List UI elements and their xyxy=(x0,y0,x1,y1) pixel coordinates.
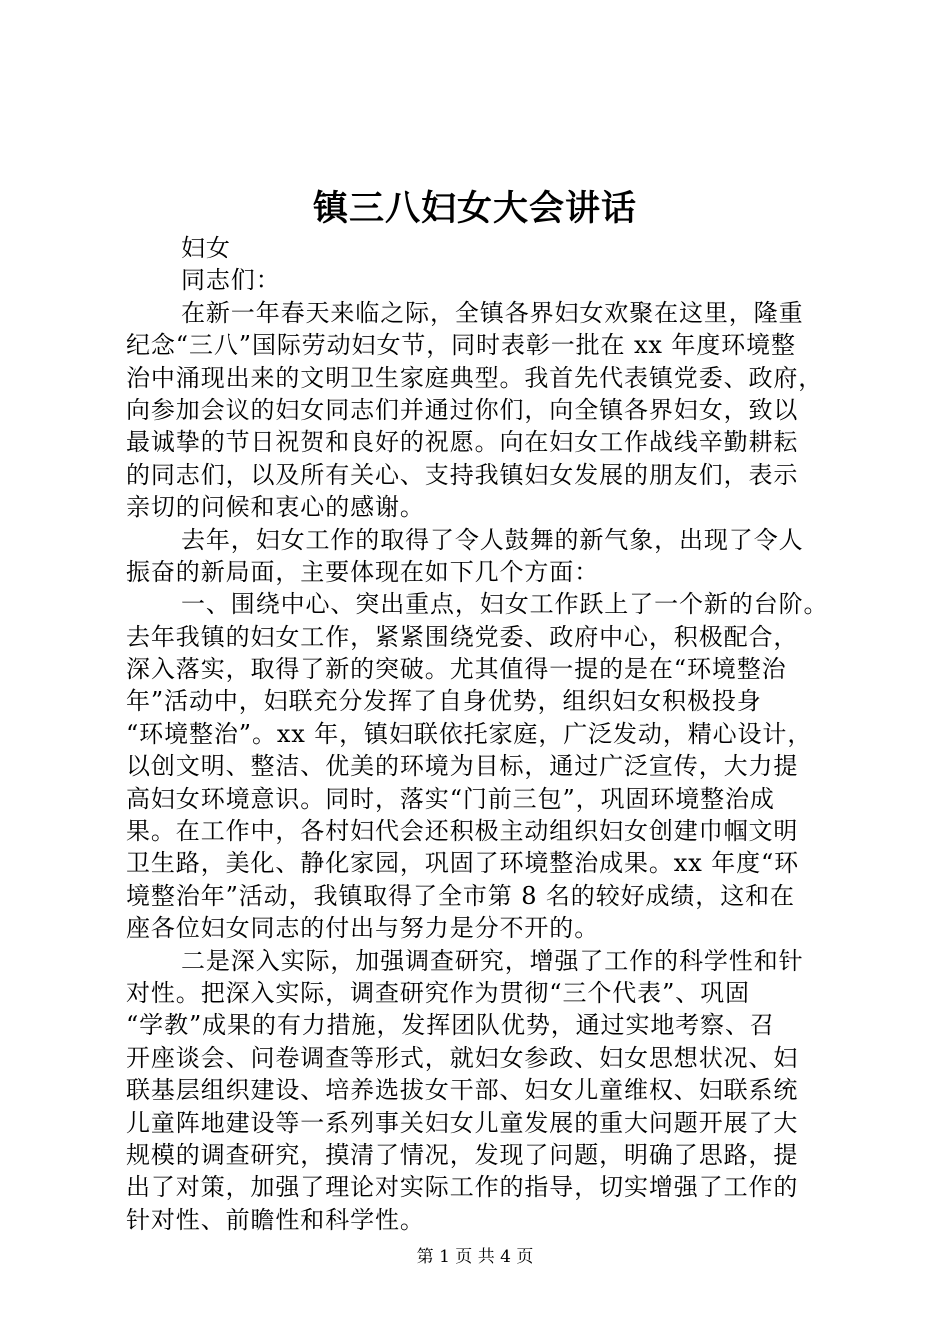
text-line: 以创文明、整洁、优美的环境为目标，通过广泛宣传，大力提 xyxy=(126,752,799,781)
text-line: 年”活动中，妇联充分发挥了自身优势，组织妇女积极投身 xyxy=(126,687,762,716)
text-line: 的同志们，以及所有关心、支持我镇妇女发展的朋友们，表示 xyxy=(126,460,799,489)
text-line: 亲切的问候和衷心的感谢。 xyxy=(126,493,425,522)
text-line: 高妇女环境意识。同时，落实“门前三包”，巩固环境整治成 xyxy=(126,784,775,813)
text-line: 对性。把深入实际，调查研究作为贯彻“三个代表”、巩固 xyxy=(126,978,750,1007)
text-line: 开座谈会、问卷调查等形式，就妇女参政、妇女思想状况、妇 xyxy=(126,1043,799,1072)
text-line: 针对性、前瞻性和科学性。 xyxy=(126,1205,425,1234)
text-line: 在新一年春天来临之际，全镇各界妇女欢聚在这里，隆重 xyxy=(181,298,804,327)
page-footer: 第 1 页 共 4 页 xyxy=(416,1247,534,1267)
text-line: 二是深入实际，加强调查研究，增强了工作的科学性和针 xyxy=(181,946,804,975)
text-line: 儿童阵地建设等一系列事关妇女儿童发展的重大问题开展了大 xyxy=(126,1108,799,1137)
text-line: 纪念“三八”国际劳动妇女节，同时表彰一批在 xx 年度环境整 xyxy=(126,331,796,360)
text-line: 振奋的新局面，主要体现在如下几个方面： xyxy=(126,557,600,586)
text-line: 去年，妇女工作的取得了令人鼓舞的新气象，出现了令人 xyxy=(181,525,804,554)
text-line: 治中涌现出来的文明卫生家庭典型。我首先代表镇党委、政府， xyxy=(126,363,824,392)
text-line: 卫生路，美化、静化家园，巩固了环境整治成果。xx 年度“环 xyxy=(126,849,800,878)
text-line: 规模的调查研究，摸清了情况，发现了问题，明确了思路，提 xyxy=(126,1140,799,1169)
text-line: 座各位妇女同志的付出与努力是分不开的。 xyxy=(126,914,600,943)
text-line: 联基层组织建设、培养选拔女干部、妇女儿童维权、妇联系统 xyxy=(126,1076,799,1105)
text-line: 向参加会议的妇女同志们并通过你们，向全镇各界妇女，致以 xyxy=(126,395,799,424)
text-line: 出了对策，加强了理论对实际工作的指导，切实增强了工作的 xyxy=(126,1173,799,1202)
text-line: 同志们： xyxy=(181,266,281,295)
text-line: 深入落实，取得了新的突破。尤其值得一提的是在“环境整治 xyxy=(126,655,787,684)
text-line: 妇女 xyxy=(181,234,231,262)
text-line: 去年我镇的妇女工作，紧紧围绕党委、政府中心，积极配合， xyxy=(126,622,799,651)
text-line: 境整治年”活动，我镇取得了全市第 8 名的较好成绩，这和在 xyxy=(126,881,795,910)
document-title: 镇三八妇女大会讲话 xyxy=(312,188,637,229)
text-line: “学教”成果的有力措施，发挥团队优势，通过实地考察、召 xyxy=(126,1011,775,1040)
text-line: “环境整治”。xx 年，镇妇联依托家庭，广泛发动，精心设计， xyxy=(126,719,813,748)
text-line: 最诚挚的节日祝贺和良好的祝愿。向在妇女工作战线辛勤耕耘 xyxy=(126,428,799,457)
document-body xyxy=(126,232,846,1236)
text-line: 果。在工作中，各村妇代会还积极主动组织妇女创建巾帼文明 xyxy=(126,817,799,846)
text-line: 一、围绕中心、突出重点，妇女工作跃上了一个新的台阶。 xyxy=(181,590,829,619)
